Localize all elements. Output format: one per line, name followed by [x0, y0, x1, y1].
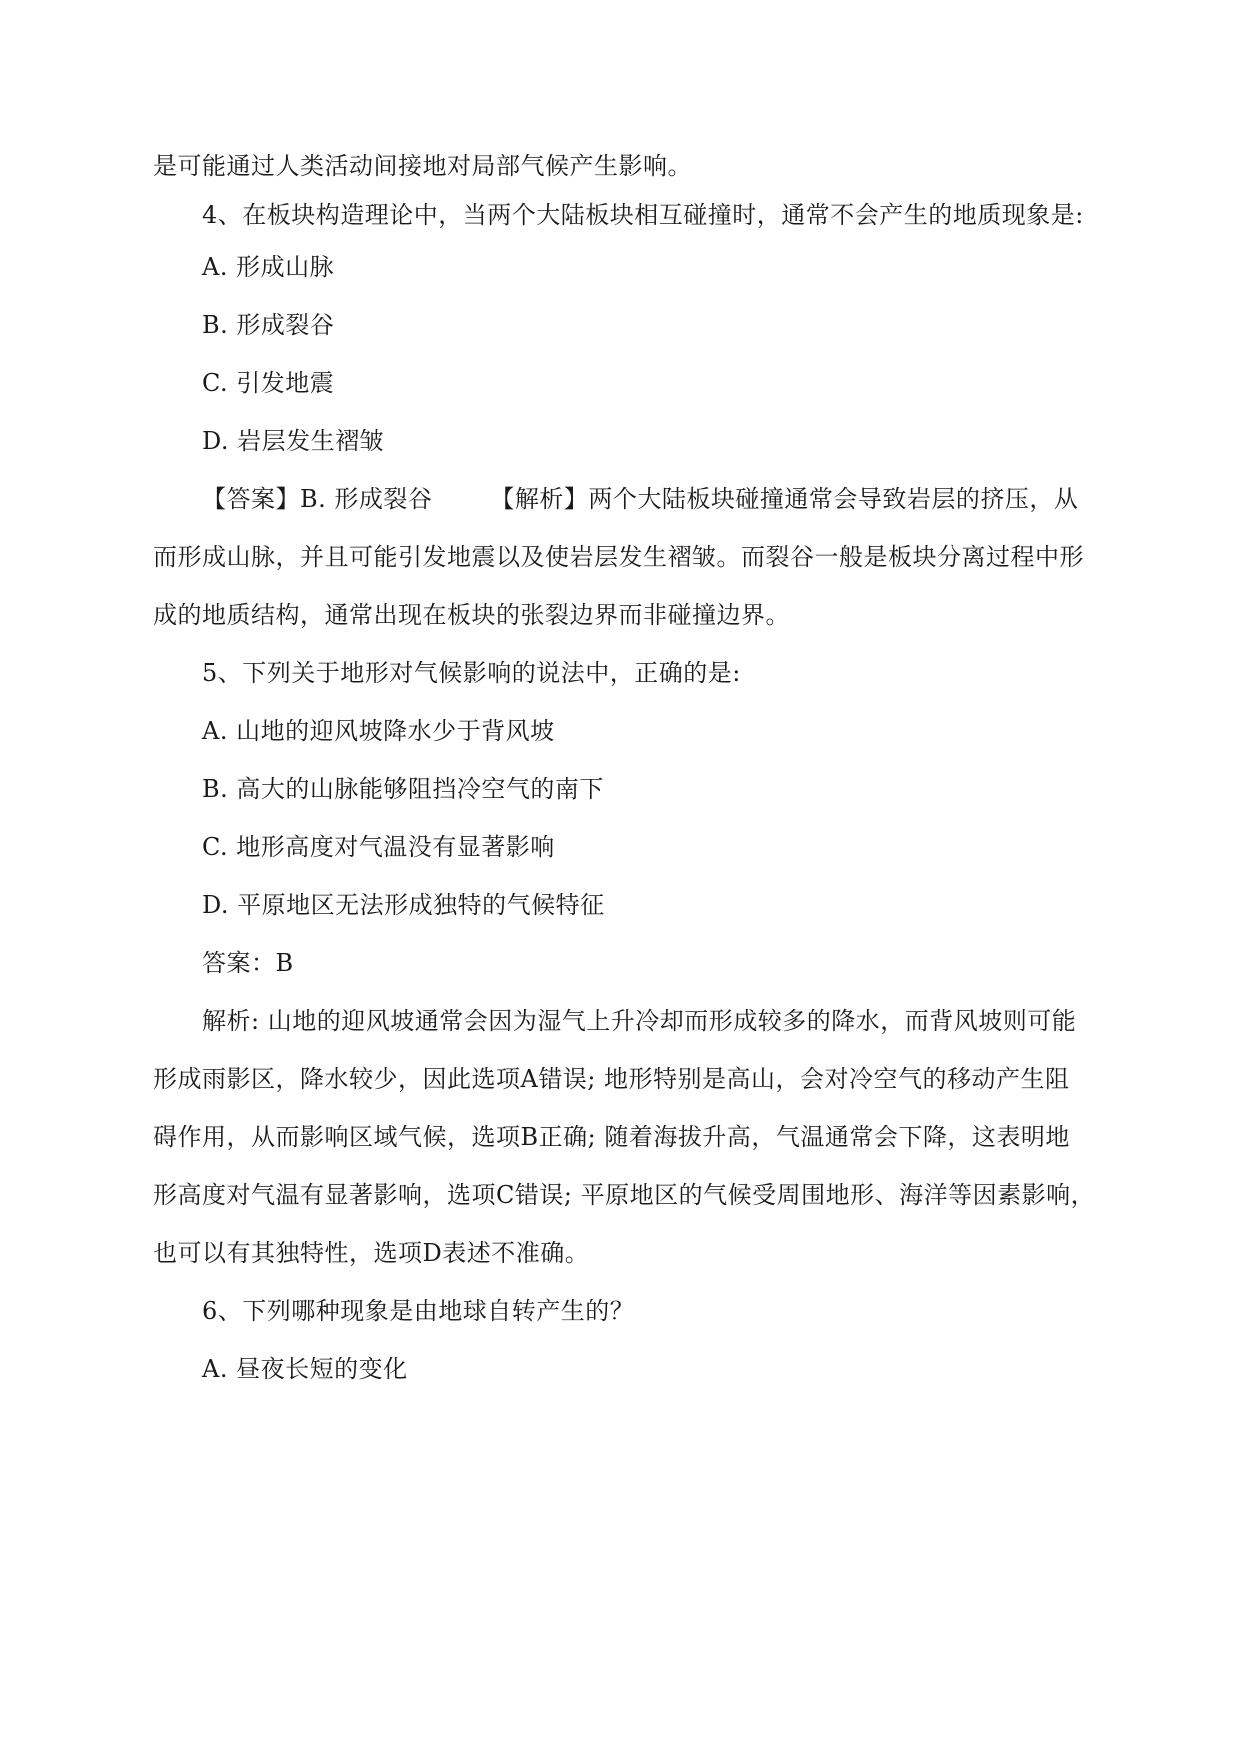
paragraph-line — [0, 541, 1241, 573]
q4-option-b — [0, 309, 1241, 341]
text-line: B. 高大的山脉能够阻挡冷空气的南下 — [202, 775, 604, 803]
q5-option-c — [0, 831, 1241, 863]
text-line: 形成雨影区，降水较少，因此选项A错误; 地形特别是高山，会对冷空气的移动产生阻 — [153, 1065, 1070, 1093]
q5-explanation — [0, 1005, 1241, 1037]
text-line: 解析: 山地的迎风坡通常会因为湿气上升冷却而形成较多的降水，而背风坡则可能 — [202, 1007, 1077, 1035]
text-line: D. 平原地区无法形成独特的气候特征 — [202, 891, 605, 919]
text-line: 4、在板块构造理论中，当两个大陆板块相互碰撞时，通常不会产生的地质现象是: — [202, 201, 1084, 229]
q5-answer — [0, 947, 1241, 979]
q4-answer-line — [0, 483, 1241, 515]
text-line: 形高度对气温有显著影响，选项C错误; 平原地区的气候受周围地形、海洋等因素影响， — [153, 1181, 1096, 1209]
text-line: 5、下列关于地形对气候影响的说法中，正确的是: — [202, 659, 741, 687]
paragraph-line — [0, 599, 1241, 631]
text-line: A. 昼夜长短的变化 — [202, 1355, 408, 1383]
q5-option-b — [0, 773, 1241, 805]
q4-option-a — [0, 251, 1241, 283]
q4-option-d — [0, 425, 1241, 457]
text-line: A. 山地的迎风坡降水少于背风坡 — [202, 717, 555, 745]
q4-explanation-start: 【解析】两个大陆板块碰撞通常会导致岩层的挤压，从 — [490, 485, 1079, 513]
text-line: 是可能通过人类活动间接地对局部气候产生影响。 — [153, 152, 692, 180]
text-line: 碍作用，从而影响区域气候，选项B正确; 随着海拔升高，气温通常会下降，这表明地 — [153, 1123, 1070, 1151]
q4-option-c — [0, 367, 1241, 399]
text-line: 而形成山脉，并且可能引发地震以及使岩层发生褶皱。而裂谷一般是板块分离过程中形 — [153, 543, 1084, 571]
text-line: A. 形成山脉 — [202, 253, 335, 281]
question-6-stem — [0, 1295, 1241, 1327]
text-line: 答案：B — [202, 949, 294, 977]
paragraph-line — [0, 1179, 1241, 1211]
text-line: 成的地质结构，通常出现在板块的张裂边界而非碰撞边界。 — [153, 601, 790, 629]
q4-answer: 【答案】B. 形成裂谷 — [202, 485, 433, 513]
question-5-stem — [0, 657, 1241, 689]
q5-option-d — [0, 889, 1241, 921]
paragraph-line — [0, 150, 1241, 182]
paragraph-line — [0, 1237, 1241, 1269]
text-line: 也可以有其独特性，选项D表述不准确。 — [153, 1239, 590, 1267]
question-4-stem — [0, 199, 1241, 231]
paragraph-line — [0, 1121, 1241, 1153]
q5-option-a — [0, 715, 1241, 747]
paragraph-line — [0, 1063, 1241, 1095]
text-line: D. 岩层发生褶皱 — [202, 427, 385, 455]
q6-option-a — [0, 1353, 1241, 1385]
text-line: B. 形成裂谷 — [202, 311, 335, 339]
text-line: C. 地形高度对气温没有显著影响 — [202, 833, 555, 861]
text-line: 6、下列哪种现象是由地球自转产生的？ — [202, 1297, 635, 1325]
text-line: C. 引发地震 — [202, 369, 335, 397]
